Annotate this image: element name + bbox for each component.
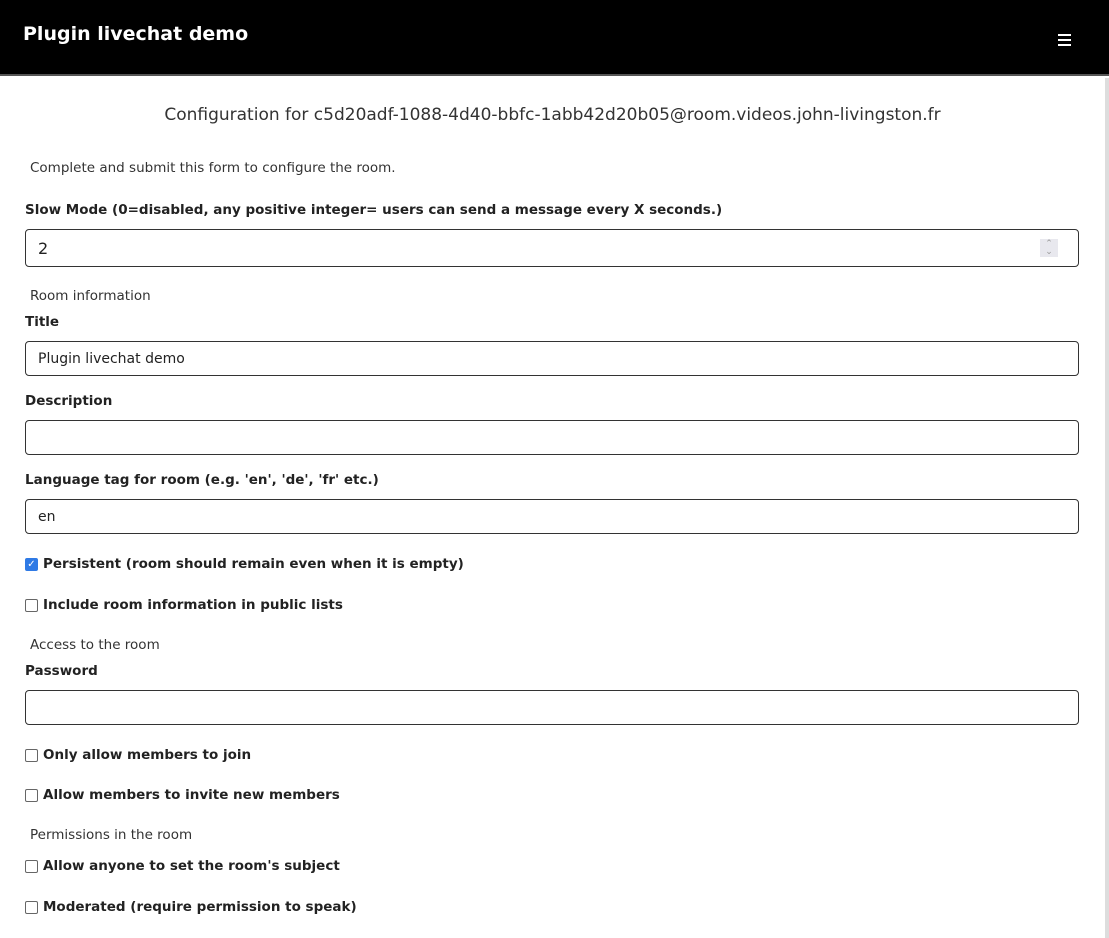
checkbox-unchecked-icon[interactable] — [25, 901, 38, 914]
password-input[interactable] — [25, 690, 1079, 725]
spinner-arrows-icon[interactable]: ⌃ ⌄ — [1040, 239, 1058, 257]
checkbox-allow-invites[interactable] — [25, 787, 340, 803]
checkbox-label: Allow anyone to set the room's subject — [43, 858, 340, 874]
form-instructions: Complete and submit this form to configure the room. — [30, 160, 396, 176]
checkbox-label: Only allow members to join — [43, 747, 252, 763]
checkbox-label: Include room information in public lists — [43, 597, 343, 613]
section-permissions: Permissions in the room — [30, 827, 193, 843]
description-label: Description — [25, 393, 113, 409]
title-label: Title — [25, 314, 60, 330]
app-title: Plugin livechat demo — [23, 23, 249, 45]
checkbox-unchecked-icon[interactable] — [25, 749, 38, 762]
checkbox-members-only[interactable] — [25, 747, 251, 763]
slow-mode-label: Slow Mode (0=disabled, any positive integer= users can send a message every X seconds.) — [25, 202, 723, 218]
hamburger-menu-icon[interactable] — [1058, 34, 1071, 48]
section-room-information: Room information — [30, 288, 151, 304]
checkbox-unchecked-icon[interactable] — [25, 599, 38, 612]
checkbox-unchecked-icon[interactable] — [25, 860, 38, 873]
page-title: Configuration for c5d20adf-1088-4d40-bbfc-1abb42d20b05@room.videos.john-livingston.fr — [164, 105, 941, 125]
slow-mode-value: 2 — [38, 238, 49, 258]
header — [0, 0, 1109, 76]
scrollbar[interactable] — [1105, 78, 1109, 938]
checkbox-checked-icon[interactable]: ✓ — [25, 558, 38, 571]
checkbox-public-list[interactable] — [25, 597, 343, 613]
section-access: Access to the room — [30, 637, 160, 653]
checkbox-unchecked-icon[interactable] — [25, 789, 38, 802]
title-value: Plugin livechat demo — [38, 350, 185, 367]
description-input[interactable] — [25, 420, 1079, 455]
language-value: en — [38, 508, 56, 525]
checkbox-moderated[interactable] — [25, 899, 357, 915]
checkbox-label: Persistent (room should remain even when it is empty) — [43, 556, 464, 572]
checkbox-label: Moderated (require permission to speak) — [43, 899, 357, 915]
checkbox-persistent[interactable] — [25, 556, 464, 572]
slow-mode-input[interactable] — [25, 229, 1079, 267]
checkbox-change-subject[interactable] — [25, 858, 340, 874]
language-label: Language tag for room (e.g. 'en', 'de', 'fr' etc.) — [25, 472, 379, 488]
title-input[interactable] — [25, 341, 1079, 376]
password-label: Password — [25, 663, 98, 679]
language-input[interactable] — [25, 499, 1079, 534]
checkbox-label: Allow members to invite new members — [43, 787, 340, 803]
